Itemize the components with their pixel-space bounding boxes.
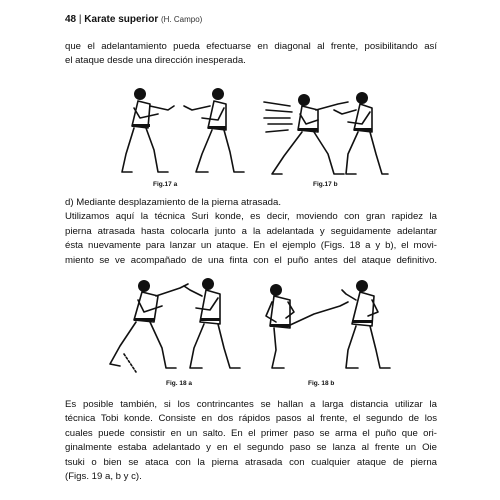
- karateka-kick-illustration: [262, 272, 392, 376]
- book-author: (H. Campo): [161, 15, 203, 24]
- text-line: pierna atrasada hasta colocarla junto a la adelantada y seguidamente adelantar: [65, 225, 437, 237]
- paragraph-2: [65, 196, 437, 268]
- text-line: técnica Tobi konde. Consiste en dos rápidos pasos al frente, el segundo de los: [65, 413, 437, 425]
- text-line: ésta nuevamente para lanzar un ataque. En el ejemplo (Figs. 18 a y b), el movi-: [65, 240, 437, 252]
- book-title: Karate superior: [84, 14, 159, 25]
- paragraph-1: [65, 40, 437, 69]
- header-separator: |: [78, 14, 82, 25]
- page-number: 48: [65, 14, 77, 25]
- karateka-diagonal-attack-illustration: [262, 84, 390, 180]
- text-line: (Figs. 19 a, b y c).: [65, 471, 142, 483]
- karateka-feint-illustration: [106, 272, 246, 376]
- text-line: d) Mediante desplazamiento de la pierna atrasada.: [65, 197, 281, 208]
- text-line: que el adelantamiento pueda efectuarse en diagonal al frente, posibilitando así: [65, 41, 437, 52]
- text-line: Utilizamos aquí la técnica Suri konde, es decir, moviendo con gran rapidez la: [65, 211, 437, 223]
- text-line: miento se ve acompañado de una finta con el puño antes del ataque definitivo.: [65, 254, 437, 266]
- text-line: ginalmente estaba adelantado y en el segundo paso se lanza al frente un Oie: [65, 442, 437, 454]
- figure-caption: Fig. 18 b: [308, 380, 335, 387]
- figure-caption: Fig.17 a: [153, 181, 178, 188]
- figure-caption: Fig.17 b: [313, 181, 338, 188]
- paragraph-3: [65, 398, 437, 484]
- text-line: cuales puede consistir en un salto. En el primer paso se arma el puño que ori-: [65, 427, 437, 439]
- figure-caption: Fig. 18 a: [166, 380, 193, 387]
- two-karateka-facing-illustration: [118, 84, 250, 180]
- running-header: [65, 14, 202, 25]
- text-line: tsuki o bien se ataca con la pierna atrasada con cualquier ataque de pierna: [65, 456, 437, 468]
- text-line: Es posible también, si los contrincantes se hallan a larga distancia utilizar la: [65, 399, 437, 410]
- text-line: el ataque desde una dirección inesperada.: [65, 55, 246, 67]
